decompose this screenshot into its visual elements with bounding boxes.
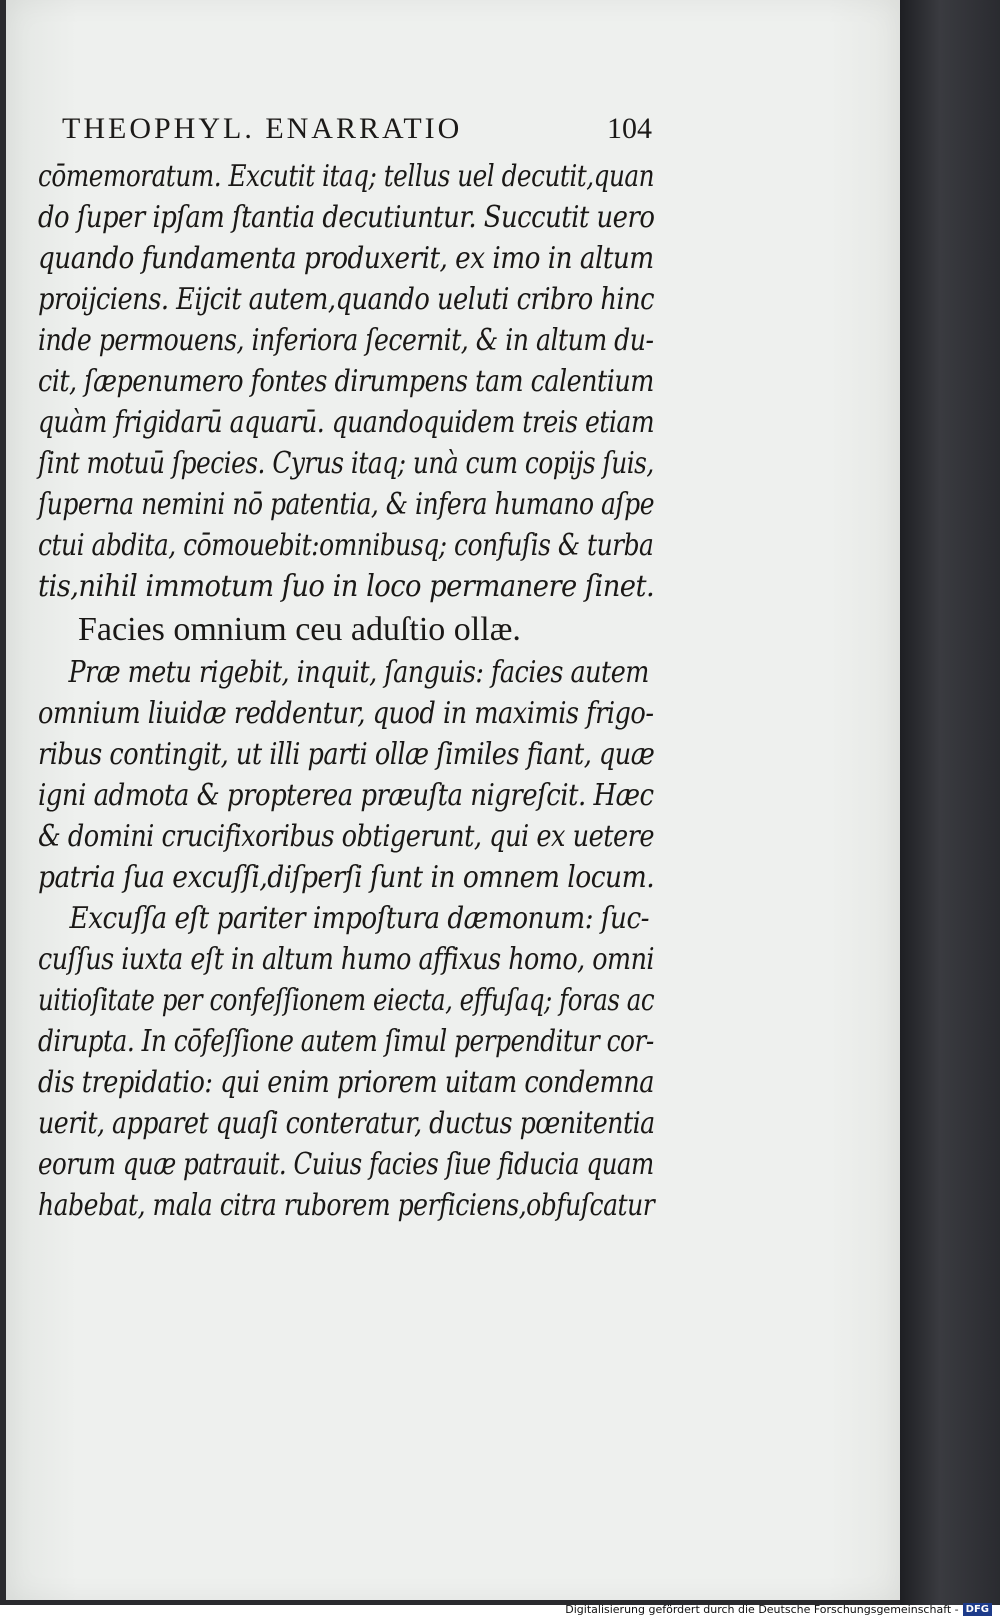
- funding-credit: Digitalisierung gefördert durch die Deutsche Forschungsgemeinschaft -: [565, 1603, 959, 1616]
- text-line: cit, ſæpenumero fontes dirumpens tam calentium: [38, 364, 654, 399]
- text-line: cōmemoratum. Excutit itaq; tellus uel decutit,quan: [38, 159, 655, 194]
- text-line: inde permouens, inferiora ſecernit, & in altum du-: [38, 323, 654, 358]
- text-line: ſuperna nemini nō patentia, & infera humano aſpe: [38, 487, 655, 522]
- text-line: ribus contingit, ut illi parti ollæ ſimiles fiant, quæ: [38, 737, 655, 772]
- running-head: THEOPHYL. ENARRATIO: [62, 112, 463, 145]
- text-line: quando fundamenta produxerit, ex imo in altum: [38, 241, 654, 276]
- text-line: omnium liuidæ reddentur, quod in maximis frigo-: [38, 696, 654, 731]
- text-line: & domini crucifixoribus obtigerunt, qui ex uetere: [38, 819, 655, 854]
- text-line: dis trepidatio: qui enim priorem uitam condemna: [38, 1065, 654, 1100]
- text-line: quàm frigidarū aquarū. quandoquidem treis etiam: [38, 405, 655, 440]
- text-line: eorum quæ patrauit. Cuius facies ſiue fiducia quam: [38, 1147, 654, 1182]
- text-line: igni admota & propterea præuſta nigreſcit. Hæc: [38, 778, 654, 813]
- text-line: ctui abdita, cōmouebit:omnibusq; confuſis & turba: [38, 528, 654, 563]
- text-line: uerit, apparet quaſi conteratur, ductus pœnitentia: [38, 1106, 655, 1141]
- text-line: habebat, mala citra ruborem perficiens,obfuſcatur: [38, 1188, 655, 1223]
- page-edge: [900, 0, 1000, 1605]
- digitization-footer: [565, 1603, 992, 1616]
- text-line: dirupta. In cōfeſſione autem ſimul perpenditur cor-: [38, 1024, 654, 1059]
- text-line: tis,nihil immotum ſuo in loco permanere ſinet.: [38, 569, 655, 604]
- page-header: [62, 112, 652, 146]
- text-line: proijciens. Eijcit autem,quando ueluti cribro hinc: [38, 282, 655, 317]
- dfg-logo: DFG: [963, 1603, 992, 1616]
- text-line: ſint motuū ſpecies. Cyrus itaq; unà cum copijs ſuis,: [38, 446, 654, 481]
- text-line: Excuſſa eſt pariter impoſtura dæmonum: ſuc-: [69, 901, 650, 936]
- text-line: uitioſitate per confeſſionem eiecta, effuſaq; foras ac: [38, 983, 655, 1018]
- folio-number: 104: [607, 112, 652, 145]
- text-line: cuſſus iuxta eſt in altum humo affixus homo, omni: [38, 942, 655, 977]
- text-line: do ſuper ipſam ſtantia decutiuntur. Succutit uero: [38, 200, 655, 235]
- text-line: Præ metu rigebit, inquit, ſanguis: facies autem: [68, 655, 649, 690]
- text-line: patria ſua excuſſi,diſperſi ſunt in omnem locum.: [38, 860, 655, 895]
- lemma-heading: Facies omnium ceu aduſtio ollæ.: [78, 611, 521, 648]
- text-block: [38, 156, 654, 1226]
